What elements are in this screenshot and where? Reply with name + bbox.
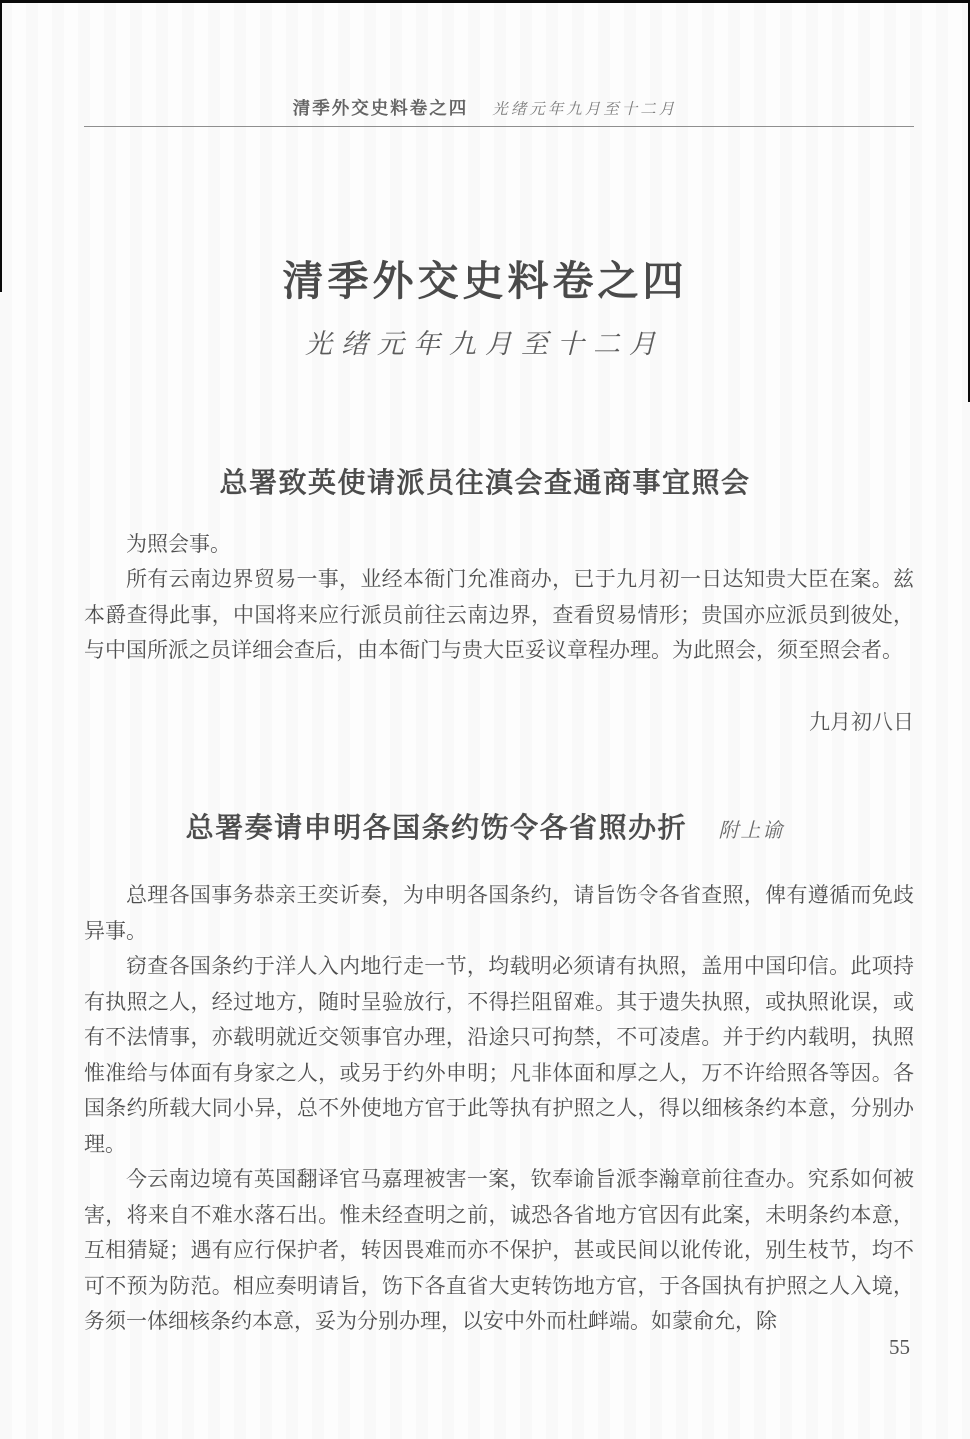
section-2-heading bbox=[0, 806, 970, 846]
header-rule bbox=[84, 126, 914, 127]
section-1-paragraph-2: 所有云南边界贸易一事，业经本衙门允准商办，已于九月初一日达知贵大臣在案。兹本爵查得此事，中国将来应行派员前往云南边界，查看贸易情形；贵国亦应派员到彼处，与中国所派之员详细会查后，由本衙门与贵大臣妥议章程办理。为此照会，须至照会者。 bbox=[84, 567, 914, 662]
section-2-paragraph-2: 窃查各国条约于洋人入内地行走一节，均载明必须请有执照，盖用中国印信。此项持有执照之人，经过地方，随时呈验放行，不得拦阻留难。其于遗失执照，或执照讹误，或有不法情事，亦载明就近交领事官办理，沿途只可拘禁，不可凌虐。并于约内载明，执照惟准给与体面有身家之人，或另于约外申明；凡非体面和厚之人，万不许给照各等因。各国条约所载大同小异，总不外使地方官于此等执有护照之人，得以细核条约本意，分别办理。 bbox=[84, 954, 914, 1156]
section-2-paragraph-1: 总理各国事务恭亲王奕䜣奏，为申明各国条约，请旨饬令各省查照，俾有遵循而免歧异事。 bbox=[84, 883, 914, 943]
section-2-paragraph-3: 今云南边境有英国翻译官马嘉理被害一案，钦奉谕旨派李瀚章前往查办。究系如何被害，将来自不难水落石出。惟未经查明之前，诚恐各省地方官因有此案，未明条约本意，互相猜疑；遇有应行保护者，转因畏难而亦不保护，甚或民间以讹传讹，别生枝节，均不可不预为防范。相应奏明请旨，饬下各直省大吏转饬地方官，于各国执有护照之人入境，务须一体细核条约本意，妥为分别办理，以安中外而杜衅端。如蒙俞允，除 bbox=[84, 1167, 914, 1333]
page-number: 55 bbox=[889, 1335, 910, 1359]
section-2-attachment-note: 附上谕 bbox=[718, 820, 785, 842]
section-1-heading: 总署致英使请派员往滇会查通商事宜照会 bbox=[219, 467, 751, 498]
volume-title: 清季外交史料卷之四 bbox=[282, 258, 688, 304]
running-header-date-range: 光绪元年九月至十二月 bbox=[492, 101, 678, 118]
scan-artifact-top-edge bbox=[0, 0, 970, 3]
volume-subtitle: 光绪元年九月至十二月 bbox=[305, 329, 665, 359]
running-header bbox=[0, 95, 970, 120]
running-header-book-title: 清季外交史料卷之四 bbox=[292, 98, 469, 118]
section-1-paragraph-1: 为照会事。 bbox=[126, 532, 231, 556]
section-1-date-line: 九月初八日 bbox=[809, 710, 914, 734]
section-2-heading-text: 总署奏请申明各国条约饬令各省照办折 bbox=[185, 812, 688, 843]
